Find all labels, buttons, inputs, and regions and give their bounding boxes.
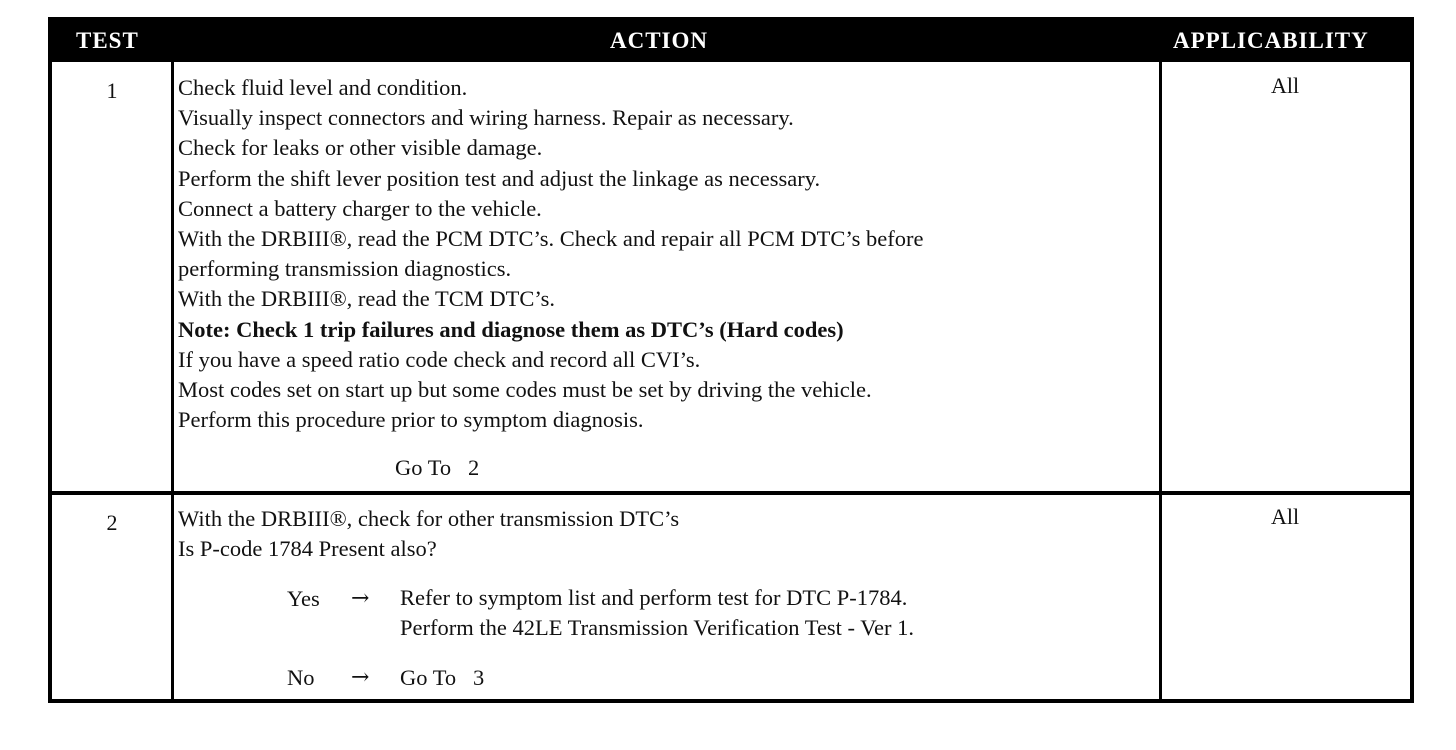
- header-test: TEST: [76, 28, 139, 53]
- action-line: If you have a speed ratio code check and record all CVI’s.: [178, 346, 701, 372]
- yes-action-line: Refer to symptom list and perform test for DTC P-1784.: [400, 585, 908, 610]
- action-line: Check for leaks or other visible damage.: [178, 135, 543, 161]
- yes-arrow-icon: →: [351, 586, 370, 611]
- header-action: ACTION: [610, 28, 709, 53]
- goto-step-3: Go To 3: [400, 665, 485, 690]
- yes-action-line: Perform the 42LE Transmission Verification Test - Ver 1.: [400, 615, 915, 641]
- column-divider-test: [171, 62, 174, 703]
- column-divider-applicability: [1159, 62, 1162, 703]
- row-divider: [52, 491, 1410, 495]
- action-text-2: [178, 504, 679, 564]
- test-number-1: 1: [106, 78, 118, 103]
- action-line: Most codes set on start up but some codes must be set by driving the vehicle.: [178, 377, 872, 403]
- action-line: With the DRBIII®, check for other transmission DTC’s: [178, 506, 680, 531]
- action-line: Perform this procedure prior to symptom diagnosis.: [178, 407, 644, 433]
- applicability-1: All: [1270, 73, 1300, 98]
- header-applicability: APPLICABILITY: [1173, 28, 1369, 53]
- action-line: Visually inspect connectors and wiring harness. Repair as necessary.: [178, 105, 794, 131]
- action-line: Check fluid level and condition.: [178, 75, 468, 100]
- no-arrow-icon: →: [351, 665, 370, 690]
- action-line: Perform the shift lever position test and adjust the linkage as necessary.: [178, 165, 821, 191]
- applicability-2: All: [1270, 504, 1300, 529]
- goto-step-2: Go To 2: [395, 455, 480, 480]
- yes-label: Yes: [287, 586, 320, 611]
- action-line: Is P-code 1784 Present also?: [178, 536, 437, 562]
- action-line: Connect a battery charger to the vehicle.: [178, 195, 542, 221]
- action-line: With the DRBIII®, read the TCM DTC’s.: [178, 286, 555, 312]
- no-label: No: [287, 665, 315, 690]
- action-note: Note: Check 1 trip failures and diagnose them as DTC’s (Hard codes): [178, 316, 844, 342]
- test-number-2: 2: [106, 510, 118, 535]
- action-line: performing transmission diagnostics.: [178, 256, 512, 282]
- table-header: [52, 21, 1410, 62]
- action-line: With the DRBIII®, read the PCM DTC’s. Check and repair all PCM DTC’s before: [178, 226, 924, 252]
- action-text-1: [178, 73, 923, 435]
- yes-action: [400, 583, 914, 643]
- diagnostic-table: [48, 17, 1414, 703]
